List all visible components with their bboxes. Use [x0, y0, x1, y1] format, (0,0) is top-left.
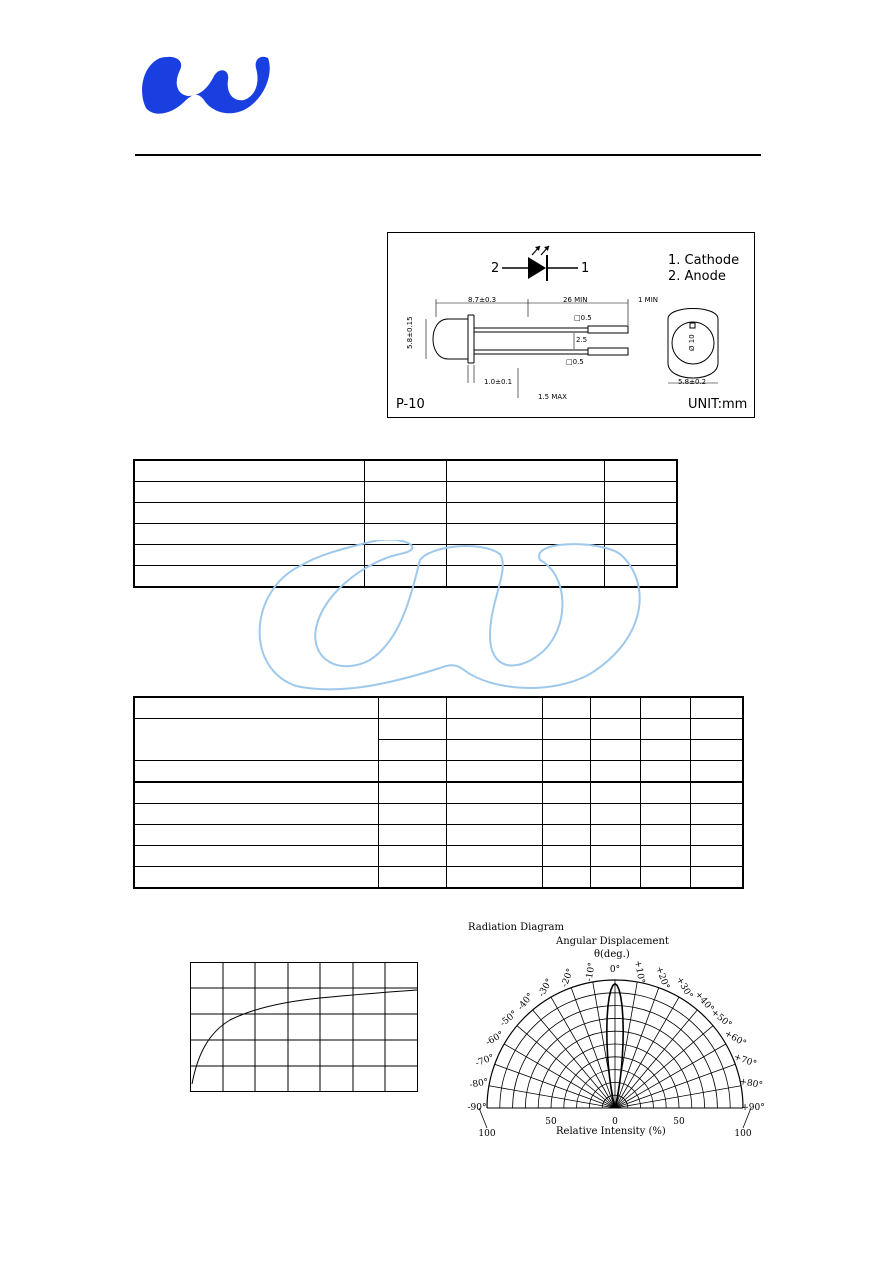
- company-logo: [138, 52, 298, 116]
- scale-label: 50: [673, 1117, 685, 1127]
- scale-label: 100: [734, 1129, 752, 1139]
- angle-label: +10°: [631, 959, 646, 985]
- table-row: [134, 503, 677, 524]
- electrical-characteristics-table: [133, 696, 744, 889]
- radiation-xlabel: Relative Intensity (%): [556, 1126, 666, 1137]
- pin-2-label: 2: [491, 261, 500, 276]
- dim-max-protrusion: 1.5 MAX: [538, 393, 567, 401]
- scale-label: 0: [612, 1117, 618, 1127]
- end-view-mark: Ø 10: [688, 334, 696, 351]
- legend-anode: 2. Anode: [668, 269, 726, 284]
- angle-label: +50°: [708, 1007, 733, 1031]
- angle-label: -40°: [516, 991, 537, 1013]
- angle-label: +20°: [653, 965, 671, 992]
- angle-label: +30°: [673, 975, 695, 1002]
- angle-label: -30°: [536, 977, 556, 1000]
- angle-label: -90°: [467, 1103, 487, 1113]
- angle-label: -70°: [474, 1052, 496, 1069]
- dim-flange: 1.0±0.1: [484, 378, 513, 386]
- radiation-subtitle: Angular Displacement: [556, 936, 669, 947]
- angle-label: -50°: [498, 1009, 520, 1030]
- characteristic-curve: [190, 962, 419, 1093]
- angle-label: +80°: [738, 1077, 764, 1091]
- table-row: [134, 761, 743, 783]
- angle-label: +60°: [721, 1028, 748, 1050]
- angle-label: -20°: [559, 967, 576, 989]
- dim-body-length: 8.7±0.3: [468, 296, 497, 304]
- radiation-diagram: [462, 918, 765, 1148]
- package-drawing: [387, 232, 755, 418]
- table-row: [134, 460, 677, 482]
- scale-label: 100: [478, 1129, 496, 1139]
- table-row: [134, 867, 743, 889]
- angle-label: -10°: [584, 961, 598, 983]
- legend-cathode: 1. Cathode: [668, 253, 740, 268]
- pin-1-label: 1: [581, 261, 590, 276]
- angle-label: +90°: [741, 1103, 765, 1113]
- table-row: [134, 719, 743, 740]
- angle-label: -60°: [484, 1029, 507, 1049]
- dim-lead-thickness-top: □0.5: [574, 314, 592, 322]
- table-row: [134, 825, 743, 846]
- angle-label-0: 0°: [609, 965, 621, 975]
- header-rule: [135, 154, 761, 156]
- dim-height: 5.8±0.15: [406, 316, 414, 349]
- table-row: [134, 697, 743, 719]
- dim-lead-thickness-bottom: □0.5: [566, 358, 584, 366]
- dim-lead-length: 26 MIN: [563, 296, 588, 304]
- angle-label: +70°: [731, 1052, 758, 1070]
- watermark-logo: [250, 540, 650, 692]
- radiation-title: Radiation Diagram: [468, 922, 564, 933]
- dim-diameter: 5.8±0.2: [678, 378, 707, 386]
- radiation-unit: θ(deg.): [594, 949, 630, 960]
- table-row: [134, 482, 677, 503]
- dim-pitch: 2.5: [576, 336, 588, 344]
- table-row: [134, 846, 743, 867]
- table-row: [134, 804, 743, 825]
- package-code: P-10: [396, 397, 425, 412]
- scale-label: 50: [545, 1117, 557, 1127]
- dim-lead-min: 1 MIN: [638, 296, 659, 304]
- angle-label: -80°: [468, 1077, 490, 1091]
- angle-label: +40°: [692, 990, 716, 1015]
- table-row: [134, 782, 743, 804]
- unit-label: UNIT:mm: [688, 397, 748, 412]
